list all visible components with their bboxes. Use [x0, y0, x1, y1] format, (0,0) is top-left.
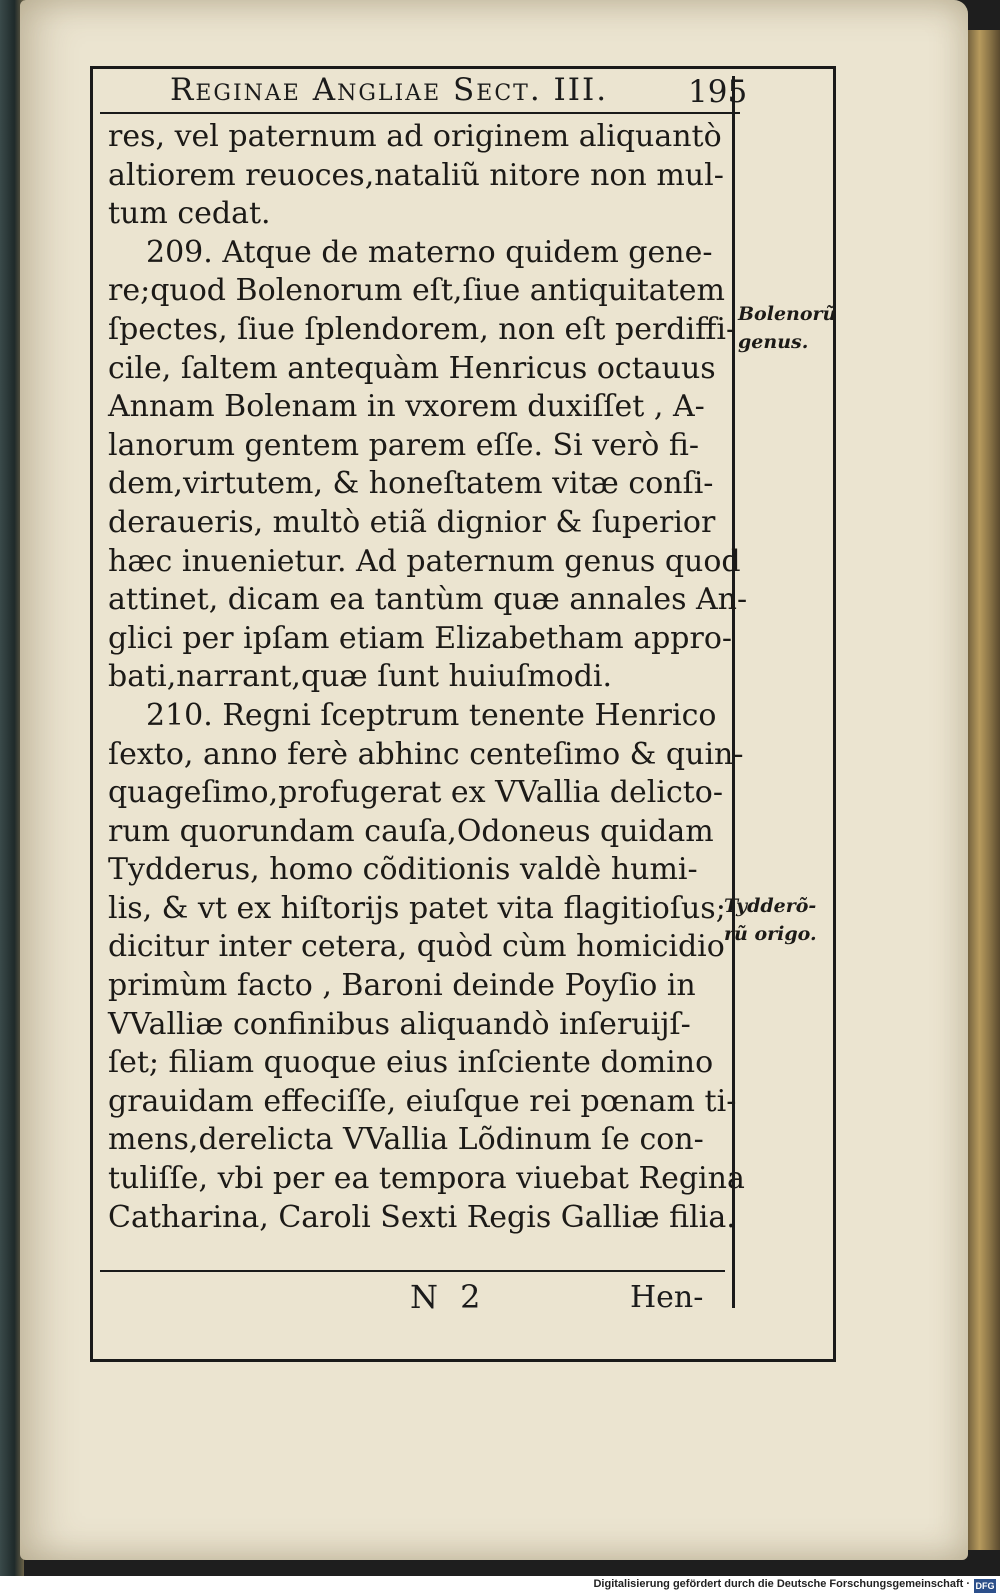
text-line: 210. Regni ſceptrum tenente Henrico: [146, 697, 717, 733]
text-line: ſexto, anno ferè abhinc centeſimo & quin-: [108, 736, 744, 772]
margin-rule: [732, 76, 735, 1308]
text-line: grauidam effeciſſe, eiuſque rei pœnam ti-: [108, 1083, 737, 1119]
body-text: [108, 118, 748, 1237]
text-line: re;quod Bolenorum eſt,ſiue antiquitatem: [108, 273, 725, 309]
text-line: glici per ipſam etiam Elizabetham appro-: [108, 620, 733, 656]
text-line: primùm facto , Baroni deinde Poyſio in: [108, 968, 696, 1004]
text-line: lis, & vt ex hiſtorijs patet vita flagitioſus;: [108, 890, 726, 926]
catchword: Hen-: [630, 1280, 704, 1315]
funding-credit: Digitalisierung gefördert durch die Deutsche Forschungsgemeinschaft ·: [593, 1578, 970, 1590]
marginal-note-tydderorum: [724, 892, 817, 948]
text-line: tuliſſe, vbi per ea tempora viuebat Regina: [108, 1161, 745, 1197]
marginal-line: rũ origo.: [724, 923, 817, 945]
text-line: ſpectes, ſiue ſplendorem, non eſt perdiffi-: [108, 311, 737, 347]
text-line: bati,narrant,quæ ſunt huiuſmodi.: [108, 659, 613, 695]
text-line: altiorem reuoces,nataliũ nitore non mul-: [108, 157, 724, 193]
marginal-line: Tydderõ-: [724, 895, 817, 917]
text-line: tum cedat.: [108, 196, 271, 232]
text-line: cile, ſaltem antequàm Henricus octauus: [108, 350, 716, 386]
text-line: 209. Atque de materno quidem gene-: [146, 234, 713, 270]
text-line: Tydderus, homo cõditionis valdè humi-: [108, 852, 698, 888]
text-line: attinet, dicam ea tantùm quæ annales An-: [108, 582, 748, 618]
signature-mark: N 2: [410, 1278, 487, 1316]
header-rule: [100, 112, 740, 114]
text-line: deraueris, multò etiã dignior & ſuperior: [108, 504, 716, 540]
marginal-note-bolenorum: [738, 300, 836, 356]
running-head: Reginae Angliae Sect. III.: [170, 72, 609, 108]
text-line: VValliæ confinibus aliquandò inſeruijſ-: [108, 1006, 691, 1042]
page-number: 195: [688, 74, 748, 110]
dfg-logo-icon: DFG: [975, 1581, 995, 1591]
text-line: rum quorundam cauſa,Odoneus quidam: [108, 813, 714, 849]
text-line: ſet; filiam quoque eius inſciente domino: [108, 1045, 714, 1081]
text-line: dicitur inter cetera, quòd cùm homicidio: [108, 929, 725, 965]
text-line: lanorum gentem parem eſſe. Si verò fi-: [108, 427, 700, 463]
book-page: [20, 0, 968, 1560]
text-line: quageſimo,profugerat ex VVallia delicto-: [108, 775, 723, 811]
marginal-line: Bolenorũ: [738, 303, 837, 325]
text-line: Catharina, Caroli Sexti Regis Galliæ filia.: [108, 1199, 736, 1235]
text-line: hæc inuenietur. Ad paternum genus quod: [108, 543, 741, 579]
page-fore-edge: [966, 30, 1000, 1550]
text-line: dem,virtutem, & honeſtatem vitæ conſi-: [108, 466, 714, 502]
text-line: Annam Bolenam in vxorem duxiſſet , A-: [108, 389, 705, 425]
footer-rule: [100, 1270, 725, 1272]
text-line: mens,derelicta VVallia Lõdinum ſe con-: [108, 1122, 704, 1158]
text-line: res, vel paternum ad originem aliquantò: [108, 119, 722, 154]
marginal-line: genus.: [738, 331, 809, 353]
scan-footer: [0, 1576, 1000, 1596]
